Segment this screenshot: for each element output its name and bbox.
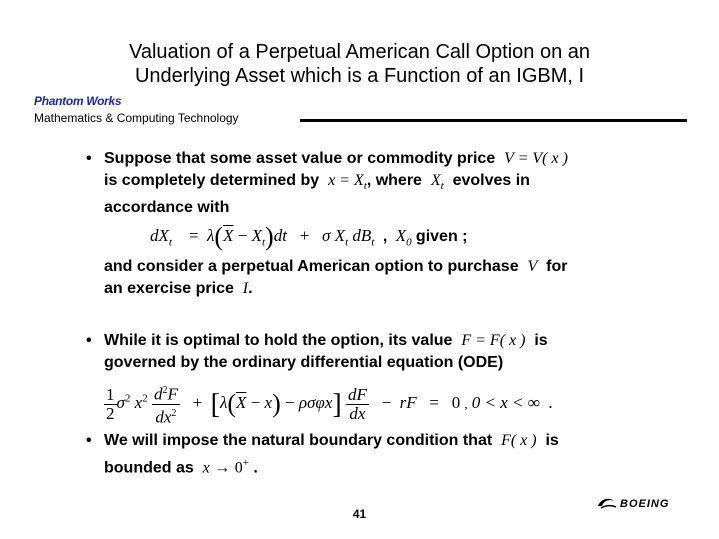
boeing-logo — [596, 496, 696, 515]
bullet-dot: • — [86, 332, 92, 349]
sde-db: dB — [352, 226, 372, 245]
bullet-1-text5: accordance with — [104, 199, 230, 217]
bullet-1-math2: x = X — [328, 172, 364, 189]
ode-d2f-num: d — [153, 384, 163, 404]
bullet-3-math1: F( x ) — [501, 432, 537, 449]
bullet-dot: • — [86, 150, 92, 167]
bullet-1-math2-sub: t — [363, 180, 367, 193]
bullet-2-text2: is — [534, 332, 548, 349]
sde-x0-sub: 0 — [406, 236, 412, 249]
bullet-3-math2: x — [202, 459, 210, 477]
bullet-1-text2: is completely determined by — [104, 172, 320, 189]
ode-df-num: dF — [347, 384, 367, 404]
after1-math1: V — [527, 258, 538, 275]
bullet-3-math3-sup: + — [242, 457, 249, 469]
sde-paren-close: ) — [265, 222, 274, 251]
ode-period: . — [548, 393, 553, 413]
bullet-1-math3-sub: t — [440, 180, 444, 193]
sde-db-sub: t — [371, 236, 375, 249]
org-tag: Phantom Works — [34, 94, 122, 108]
sde-minus: − — [237, 226, 248, 245]
sde-x2-sub: t — [345, 236, 349, 249]
sde-lhs-sub: t — [168, 236, 172, 249]
bullet-2-text3: governed by the ordinary differential equation (ODE) — [104, 354, 504, 371]
ode-half-num: 1 — [106, 384, 115, 404]
ode-bracket-close: ] — [332, 389, 342, 421]
ode-minus2: − — [285, 393, 295, 413]
ode-x2: x — [264, 393, 273, 413]
bullet-2-text1: While it is optimal to hold the option, its value — [104, 332, 453, 349]
sde-x2: X — [334, 226, 346, 245]
ode-paren-open: ( — [227, 389, 237, 419]
ode-df-den: dx — [349, 403, 366, 423]
title-line-1: Valuation of a Perpetual American Call Option on an — [128, 41, 591, 63]
sde-given: given ; — [415, 228, 468, 245]
ode-phi: φ — [315, 393, 325, 413]
ode-sigma: σ — [116, 393, 125, 413]
arrow-right-icon: → — [214, 459, 231, 477]
bullet-2 — [86, 330, 686, 374]
ode-rf: rF — [399, 393, 417, 413]
bullet-1-text3: , where — [366, 172, 422, 189]
ode-x-sup: 2 — [142, 392, 148, 405]
sde-x0: X — [395, 226, 407, 245]
sde-sigma: σ — [322, 226, 331, 245]
sde-x-t: X — [251, 226, 262, 245]
boeing-logo-icon — [596, 496, 696, 510]
sde-eq: = — [188, 226, 199, 245]
ode-half — [104, 386, 117, 423]
org-subtitle: Mathematics & Computing Technology — [34, 111, 239, 125]
bullet-3 — [86, 430, 686, 479]
sde-paren-open: ( — [214, 222, 224, 251]
ode-minus3: − — [381, 393, 392, 413]
sde-lhs: dX — [150, 226, 169, 245]
sde-lambda: λ — [207, 226, 215, 245]
sde-x-bar: $\overline{X}$ — [223, 226, 234, 245]
sde-comma: , — [382, 228, 388, 245]
ode-eq: = — [429, 393, 440, 413]
sde-equation — [150, 222, 467, 252]
ode-x-bar: $\overline{X}$ — [236, 393, 247, 413]
ode-comma: , — [464, 397, 468, 412]
sde-x-t-sub: t — [261, 236, 266, 249]
ode-equation — [104, 382, 553, 426]
slide-title — [0, 40, 719, 88]
bullet-1-text1: Suppose that some asset value or commodity price — [104, 150, 496, 167]
after1-text1: and consider a perpetual American option to purchase — [104, 258, 519, 275]
ode-d2f-den: dx — [155, 407, 172, 427]
bullet-1-text4: evolves in — [452, 172, 530, 189]
bullet-3-text2: is — [545, 432, 559, 449]
bullet-3-text4: . — [253, 459, 258, 477]
bullet-dot: • — [86, 432, 92, 449]
paragraph-after-sde — [86, 256, 686, 300]
bullet-3-text1: We will impose the natural boundary condition that — [104, 432, 493, 449]
after1-math2: I — [242, 280, 249, 297]
bullet-2-math1: F = F( x ) — [461, 332, 526, 349]
ode-x: x — [134, 393, 143, 413]
ode-d2f-den-sup: 2 — [171, 407, 177, 419]
ode-d2f-num-f: F — [167, 384, 178, 404]
boeing-logo-text: BOEING — [620, 498, 670, 510]
bullet-3-math3: 0 — [234, 459, 243, 477]
bullet-1-math1: V = V( x ) — [504, 150, 568, 167]
after1-text4: . — [248, 280, 253, 297]
header-rule — [300, 119, 687, 122]
ode-lambda: λ — [220, 393, 228, 413]
bullet-3-text3: bounded as — [104, 459, 194, 477]
page-number: 41 — [352, 507, 367, 521]
after1-text3: an exercise price — [104, 280, 234, 297]
ode-d2f — [152, 382, 180, 426]
ode-x3: x — [324, 393, 333, 413]
ode-bracket-open: [ — [210, 389, 220, 421]
bullet-1 — [86, 148, 686, 219]
ode-paren-close: ) — [272, 389, 281, 419]
bullet-1-math3: X — [430, 172, 441, 189]
ode-minus1: − — [250, 393, 261, 413]
after1-text2: for — [546, 258, 568, 275]
sde-plus: + — [299, 226, 310, 245]
sde-dt: dt — [273, 226, 287, 245]
ode-plus: + — [192, 393, 203, 413]
ode-condition: 0 < x < ∞ — [471, 393, 540, 413]
ode-rho: ρ — [298, 393, 308, 413]
ode-zero: 0 — [451, 393, 461, 413]
ode-half-den: 2 — [106, 403, 115, 423]
title-line-2: Underlying Asset which is a Function of an IGBM, I — [134, 65, 585, 87]
ode-d2f-num-sup: 2 — [162, 385, 168, 396]
ode-df — [346, 386, 369, 423]
ode-sigma2: σ — [307, 393, 316, 413]
ode-sigma-sup: 2 — [124, 392, 131, 405]
